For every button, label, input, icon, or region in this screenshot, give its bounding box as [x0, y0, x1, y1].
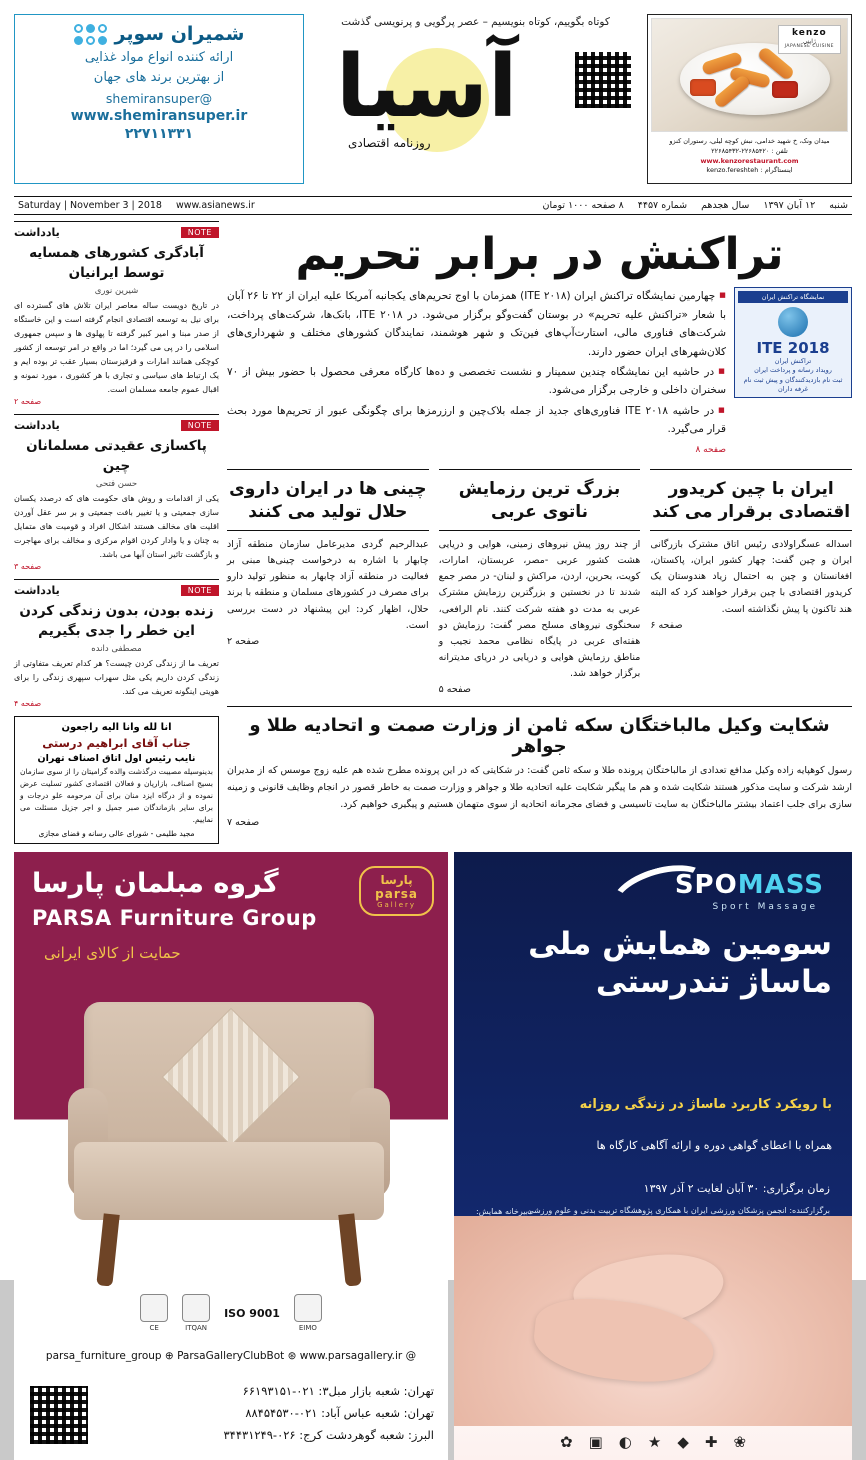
- issue-info-bar: [14, 196, 852, 215]
- masthead-center: [312, 14, 639, 184]
- article-card[interactable]: [439, 469, 641, 698]
- lead-text: [227, 287, 726, 459]
- issue-number: شماره ۴۴۵۷: [637, 200, 688, 211]
- article-body: اسداله عسگراولادی رئیس اتاق مشترک بازرگانی ایران و چین گفت: چهار کشور ایران، پاکستان، افغانستان و چین به احتمال زیاد هندوستان یک کریدور اقتصادی با چین برقرار خواهند کرد که البته هند تاکنون پا پیش نگذاشته است.: [650, 539, 852, 615]
- lead-paragraph: ■ چهارمین نمایشگاه تراکنش ایران (ITE ۲۰۱۸) همزمان با اوج تحریم‌های یکجانبه آمریکا علیه ایران از ۲۲ تا ۲۶ آبان با شعار «تراکنش علیه تحریم» در بوستان گفت‌وگو برگزار می‌شود. در ITE ۲۰۱۸، بانک‌ها، شرکت‌های پرداخت، شرکت‌های فناوری مالی، استارت‌آپ‌های فین‌تک و شهر هوشمند، نمایندگان کشورهای مختلف و شهرداری‌های کلان‌شهرهای ایران حضور دارند.: [227, 287, 726, 361]
- issue-date-fa: ۱۲ آبان ۱۳۹۷: [763, 200, 816, 211]
- spo-tagline: با رویکرد کاربرد ماساژ در زندگی روزانه: [579, 1097, 832, 1113]
- main-content: [14, 221, 852, 844]
- parsa-logo-fa: پارسا: [380, 873, 413, 888]
- sponsor-icon: ✚: [704, 1433, 718, 1452]
- ad-parsa-furniture[interactable]: [14, 852, 448, 1460]
- note-label: یادداشت: [14, 584, 60, 598]
- note-author: مصطفی دانده: [91, 644, 142, 655]
- note-title: پاکسازی عقیدتی مسلمانان چین: [26, 438, 207, 474]
- kenzo-logo: [778, 25, 841, 54]
- shemiran-name: شمیران سوپر: [114, 23, 245, 45]
- wide-article-pageref[interactable]: صفحه ۷: [227, 817, 260, 829]
- ad-shemiran-super[interactable]: [14, 14, 304, 184]
- parsa-contact-line: تهران: شعبه عباس آباد: ۰۲۱-۸۸۴۵۴۵۳۰: [245, 1405, 434, 1420]
- divider: [439, 530, 641, 531]
- article-body: از چند روز پیش نیروهای زمینی، هوایی و دریایی هشت کشور عربی -مصر، عربستان، امارات، کویت، بحرین، اردن، مراکش و لبنان- در مصر جمع شدند تا در نخستین و بزرگترین رزمایش مشترک عربی به مدت دو هفته شرکت کنند. نام الرافعی، سخنگوی نیروهای مسلح مصر گفت: رزمایش دو هفته‌ای عربی در پایگاه نظامی محمد نجیب و مناطق رزمایش هوایی و دریایی در دریای مدیترانه برگزار خواهد شد.: [438, 539, 641, 680]
- badge-label: ITQAN: [185, 1324, 208, 1333]
- article-body: عبدالرحیم گردی مدیرعامل سازمان منطقه آزاد چابهار با اشاره به درخواست چینی‌ها مبنی بر فعالیت در منطقه آزاد چابهار به منظور تولید دارو برای مصرف در کشورهای مسلمان و منطقه با برند حلال، اظهار کرد: این پیشنهاد در دست بررسی است.: [226, 539, 429, 631]
- divider: [227, 530, 429, 531]
- sponsor-icon: ▣: [588, 1433, 603, 1452]
- sauce-dish: [772, 81, 798, 98]
- shemiran-line1: ارائه کننده انواع مواد غذایی: [84, 50, 234, 65]
- massage-hands-photo: [454, 1216, 852, 1426]
- badge-label: EIMO: [298, 1324, 317, 1333]
- dots-grid-icon: [74, 24, 107, 45]
- kenzo-instagram[interactable]: اینستاگرام : kenzo.fereshteh: [706, 166, 793, 175]
- issue-weekday: شنبه: [829, 200, 848, 211]
- ite-title: ITE 2018: [756, 339, 830, 358]
- main-column: [227, 221, 852, 844]
- lead-paragraph: ■ در حاشیه این نمایشگاه چندین سمینار و نشست تخصصی و ده‌ها کارگاه معرفی محصول با حضور بیش از ۷۰ سخنران داخلی و خارجی برگزار می‌شود.: [227, 363, 726, 400]
- note-body: یکی از اقدامات و روش های حکومت های که درصدد یکسان سازی جمعیتی و یا تغییر بافت جمعیتی و بر سر عقل آوردن اقلیت های مخالف هستند اشکال افراد و قومیت های متمایل به چنان و یا وادار کردن اقوام مرکزی و مخالف برای مهاجرت و بازگشت تاثیر استان آبها می باشد.: [14, 494, 219, 560]
- spo-contact-label: دبیرخانه همایش:: [476, 1207, 532, 1217]
- kenzo-food-photo: [651, 18, 848, 132]
- chair-leg: [96, 1214, 119, 1287]
- note-tag: NOTE: [181, 585, 219, 596]
- article-pageref[interactable]: صفحه ۵: [438, 684, 471, 696]
- issue-date-en: Saturday | November 3 | 2018: [18, 200, 162, 211]
- globe-icon: [778, 307, 808, 337]
- sponsor-icon: ◆: [677, 1433, 689, 1452]
- page-title: آسیا: [336, 37, 518, 137]
- note-pageref[interactable]: صفحه ۳: [14, 562, 42, 572]
- obituary-basmala: انا لله وانا الیه راجعون: [61, 722, 172, 734]
- spo-subline: همراه با اعطای گواهی دوره و ارائه آگاهی کارگاه ها: [596, 1139, 832, 1153]
- main-headline: تراکنش در برابر تحریم: [295, 229, 784, 280]
- badge-icon: [294, 1294, 322, 1322]
- spo-date: زمان برگزاری: ۳۰ آبان لغایت ۲ آذر ۱۳۹۷: [643, 1182, 830, 1196]
- badge-icon: [182, 1294, 210, 1322]
- issue-pages-price: ۸ صفحه ۱۰۰۰ تومان: [542, 200, 624, 211]
- lead-story: [227, 287, 852, 459]
- obituary-notice: [14, 716, 219, 844]
- shemiran-line2: از بهترین برند های جهان: [93, 70, 225, 85]
- parsa-logo: [359, 866, 434, 916]
- note-body: تعریف ما از زندگی کردن چیست؟ هر کدام تعریف متفاوتی از زندگی کردن داریم یکی مثل سهراب سپهری زندگی را برای هویتی اینگونه تعریف می کند.: [14, 659, 219, 697]
- chair-leg: [338, 1214, 361, 1287]
- note-tag: NOTE: [181, 420, 219, 431]
- article-title: ایران با چین کریدور اقتصادی برقرار می کند: [652, 479, 851, 523]
- sponsor-icon: ✿: [560, 1433, 573, 1452]
- note-body: در تاریخ دویست ساله معاصر ایران تلاش های گسترده ای برای نیل به توسعه اقتصادی انجام گرفته است و این خاستگاه از صدر مبنا و امیر کبیر گرفته تا پهلوی ها و سپس جمهوری اسلامی را در پی می گیرد؛ اما در واقع در امر توسعه از کشور کوچکی همانند امارات و قرقیزستان بسیار عقب تر بوده ایم و یک ارتباط های سیاسی و تجاری با هر کشوری ، مورد نمونه و اقبال عموم جامعه مسلمان است.: [14, 301, 219, 395]
- spo-brand1: SPO: [674, 870, 738, 901]
- ad-spo-mass[interactable]: [454, 852, 852, 1460]
- spo-brand-sub: Sport Massage: [712, 902, 818, 913]
- ite-sub2: رویداد رسانه و پرداخت ایران: [754, 366, 832, 375]
- badge-item: [182, 1294, 210, 1332]
- ite-band: نمایشگاه تراکنش ایران: [738, 291, 848, 303]
- obituary-subtitle: نایب رئیس اول اتاق اصناف تهران: [37, 753, 196, 765]
- kenzo-website[interactable]: www.kenzorestaurant.com: [700, 156, 799, 165]
- lead-paragraph: ■ در حاشیه ITE ۲۰۱۸ فناوری‌های جدید از جمله بلاک‌چین و ارزرمزها برای چگونگی عبور از تحریم‌ها مورد بحث قرار می‌گیرد.: [227, 402, 726, 439]
- parsa-contacts: [224, 1381, 435, 1447]
- note-pageref[interactable]: صفحه ۴: [14, 699, 42, 709]
- spo-logo: [675, 870, 824, 900]
- kenzo-address: میدان ونک، خ شهید خدامی، نبش کوچه لیلی، رستوران کنزو: [669, 137, 830, 145]
- wide-article[interactable]: [227, 706, 852, 832]
- spo-organizer-line: برگزارکننده: انجمن پزشکان ورزشی ایران با همکاری پژوهشگاه تربیت بدنی و علوم ورزشی: [527, 1206, 830, 1216]
- armchair-photo: [74, 1002, 384, 1302]
- wide-article-body: رسول کوهپایه زاده وکیل مدافع تعدادی از مالباختگان پرونده طلا و سکه ثامن گفت: در شکایتی که در این پرونده مطرح شده هم علیه زوج موسس که از مدیران ارشد شرکت و سایت مذکور هستند شکایت شده و هم ما پیگیر شکایت علیه اتحادیه طلا و جواهر و وزارت صمت به خاطر قصور در انجام وظایف قانونی و زمینه سازی برای جلب اعتماد بیشتر مالباختگان به سایت تاسیسی و فضای مجرمانه اتحادیه از سوی متهمان هستیم و پیگیری خواهیم کرد.: [227, 765, 852, 810]
- sauce-dish: [690, 79, 716, 96]
- parsa-logo-sub: Gallery: [377, 901, 417, 910]
- badge-icon: [140, 1294, 168, 1322]
- parsa-title-en: PARSA Furniture Group: [32, 906, 317, 931]
- parsa-contact-line: البرز: شعبه گوهردشت کرج: ۰۲۶-۳۴۴۳۱۲۴۹: [223, 1427, 434, 1442]
- note-label: یادداشت: [14, 419, 60, 433]
- article-pageref[interactable]: صفحه ۲: [226, 635, 260, 647]
- ite-sub1: تراکنش ایران: [774, 357, 812, 366]
- obituary-body: بدینوسیله مصیبت درگذشت والده گرامیتان را از سوی سازمان بسیج اصناف، بازاریان و فعالان اقتصادی کشور تسلیت عرض نموده و از درگاه ایزد منان برای آن مرحومه علو درجات و برای سایر بازماندگان صبر جمیل و اجر جزیل مسئلت می نماییم.: [20, 767, 213, 825]
- article-title: چینی ها در ایران داروی حلال تولید می کنند: [229, 479, 427, 523]
- masthead-slogan: کوتاه بگوییم، کوتاه بنویسیم – عصر پرگویی و پرنویسی گذشت: [341, 16, 610, 28]
- sponsor-icon: ★: [647, 1433, 662, 1452]
- note-author: شیرین نوری: [94, 286, 139, 297]
- lead-pageref[interactable]: صفحه ۸: [695, 445, 726, 456]
- kenzo-phone: تلفن : ۲۲۶۸۵۴۲۰-۲۲۶۸۵۴۳۲: [711, 146, 788, 155]
- obituary-title: جناب آقای ابراهیم درستی: [42, 736, 191, 751]
- article-card[interactable]: [227, 469, 429, 698]
- sidebar-notes-column: [14, 221, 219, 844]
- divider: [650, 530, 852, 531]
- ad-kenzo[interactable]: [647, 14, 852, 184]
- wide-article-title: شکایت وکیل مالباختگان سکه ثامن از وزارت صمت و اتحادیه طلا و جواهر: [249, 715, 830, 758]
- spo-event-title: سومین همایش ملی ماساژ تندرستی: [528, 926, 832, 1001]
- issue-website[interactable]: www.asianews.ir: [175, 200, 255, 211]
- masthead-subtitle: روزنامه اقتصادی: [348, 136, 431, 150]
- parsa-slogan: حمایت از کالای ایرانی: [44, 944, 181, 963]
- article-card[interactable]: [650, 469, 852, 698]
- parsa-social[interactable]: @ parsa_furniture_group ⊕ ParsaGalleryClubBot ⊛ www.parsagallery.ir: [45, 1350, 417, 1363]
- note-title: زنده بودن، بدون زندگی کردن این خطر را جدی بگیریم: [19, 603, 214, 639]
- masthead: [0, 0, 866, 196]
- chair-seat: [74, 1142, 384, 1220]
- issue-year: سال هجدهم: [701, 200, 750, 211]
- parsa-contact-line: تهران: شعبه بازار مبل۳: ۰۲۱-۶۶۱۹۳۱۵۱: [242, 1383, 434, 1398]
- badge-item: [140, 1294, 168, 1332]
- qr-code-icon[interactable]: [30, 1386, 88, 1444]
- certification-badges: [14, 1294, 448, 1332]
- note-card[interactable]: [14, 221, 219, 406]
- ite-sub3: ثبت نام بازدیدکنندگان و پیش ثبت نام غرفه داران: [743, 375, 843, 393]
- shemiran-instagram[interactable]: @shemiransuper: [105, 91, 213, 106]
- obituary-signature: مجید طلیمی - شورای عالی رسانه و فضای مجازی: [38, 829, 195, 839]
- sponsor-icon-strip: [454, 1428, 852, 1456]
- kenzo-cuisine: JAPANESE CUISINE: [784, 44, 834, 50]
- badge-label: CE: [149, 1324, 159, 1333]
- note-author: حسن فتحی: [95, 479, 138, 490]
- note-pageref[interactable]: صفحه ۲: [14, 397, 42, 407]
- article-title: بزرگ ترین رزمایش ناتوی عربی: [458, 479, 621, 523]
- three-article-row: [227, 469, 852, 698]
- ad-ite-2018[interactable]: [734, 287, 852, 397]
- note-card[interactable]: [14, 579, 219, 708]
- badge-item: [294, 1294, 322, 1332]
- note-card[interactable]: [14, 414, 219, 571]
- kenzo-brand-sub: ژاپنی: [802, 37, 816, 45]
- note-title: آبادگری کشورهای همسایه توسط ایرانیان: [29, 245, 204, 281]
- kenzo-brand: kenzo: [791, 28, 827, 38]
- parsa-logo-en: parsa: [375, 887, 418, 902]
- parsa-title-fa: گروه مبلمان پارسا: [32, 868, 279, 900]
- iso-label: ISO 9001: [224, 1306, 280, 1320]
- spo-brand2: MASS: [737, 870, 824, 901]
- sponsor-icon: ❀: [733, 1433, 747, 1452]
- article-pageref[interactable]: صفحه ۶: [650, 619, 683, 631]
- sponsor-icon: ◐: [618, 1433, 632, 1452]
- shemiran-phone: ۲۲۷۱۱۳۳۱: [124, 126, 194, 142]
- note-label: یادداشت: [14, 226, 60, 239]
- qr-code-icon[interactable]: [573, 50, 633, 110]
- note-tag: NOTE: [181, 227, 219, 238]
- shemiran-website[interactable]: www.shemiransuper.ir: [70, 108, 248, 124]
- bottom-ads: [14, 852, 852, 1460]
